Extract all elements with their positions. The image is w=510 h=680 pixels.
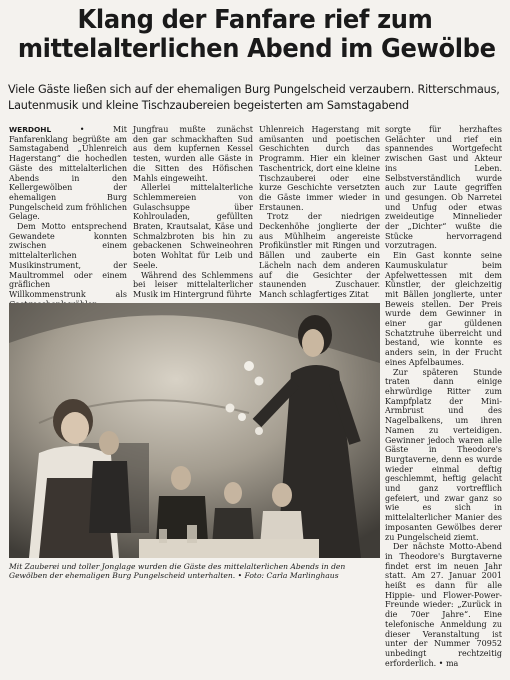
- article-column-4: [385, 125, 502, 668]
- headline-line-2: mittelalterlichen Abend im Gewölbe: [17, 34, 496, 64]
- article-paragraph: [9, 125, 127, 222]
- article-column-3: [259, 125, 380, 308]
- article-paragraph: Während des Schlemmens bei leiser mittelalterlicher Musik im Hintergrund führte: [133, 270, 253, 299]
- headline-line-1: Klang der Fanfare rief zum: [77, 5, 433, 35]
- article-paragraph: Uhlenreich Hagerstang mit amüsanten und poetischen Geschichten durch das Programm. Hier ein kleiner Taschentrick, dort eine kleine Tischzauberei oder eine kurze Geschichte versetzten die Gäste immer wieder in Erstaunen.: [259, 125, 380, 212]
- article-paragraph-text: • Mit Fanfarenklang begrüßte am Samstagabend „Uhlenreich Hagerstang“ die hochedlen Gäste des mittelalterlichen Abends in den Kellergewölben der ehemaligen Burg Pungelscheid zum fröhlichen Gelage.: [9, 125, 127, 222]
- article-paragraph: Zur späteren Stunde traten dann einige ehrwürdige Ritter zum Kampfplatz der Mini-Armbrust und des Nagelbalkens, um ihren Namen zu verteidigen. Gewinner jedoch waren alle Gäste in Theodore's Burgtaverne, denn es wurde wieder einmal deftig geschlemmt, heftig gelacht und ganz vortrefflich gefeiert, und zwar ganz so wie es sich in mittelalterlicher Manier des imposanten Gewölbes derer zu Pungelscheid ziemt.: [385, 367, 502, 542]
- article-photo: [9, 303, 380, 558]
- article-column-2: [133, 125, 253, 308]
- article-column-1: [9, 125, 127, 308]
- juggler-scene-illustration: [9, 303, 380, 558]
- photo-caption: Mit Zauberei und toller Jonglage wurden die Gäste des mittelalterlichen Abends in den Gewölben der ehemaligen Burg Pungelscheid unterhalten. • Foto: Carla Marlinghaus: [9, 562, 346, 581]
- headline: [17, 5, 496, 64]
- article-paragraph: Der nächste Motto-Abend in Theodore's Burgtaverne findet erst im neuen Jahr statt. Am 27. Januar 2001 heißt es dann für alle Hippie- und Flower-Power-Freunde wieder: „Zurück in die 70er Jahre“. Eine telefonische Anmeldung zu dieser Veranstaltung ist unter der Nummer 70952 unbedingt rechtzeitig erforderlich. • ma: [385, 542, 502, 668]
- subheadline: [8, 81, 500, 113]
- article-paragraph: Jungfrau mußte zunächst den gar schmackhaften Sud aus dem kupfernen Kessel testen, wurden alle Gäste in die Sitten des Höfischen Mahls eingeweiht.: [133, 125, 253, 183]
- subheadline-line-2: Lautenmusik und kleine Tischzaubereien begeisterten am Samstagabend: [8, 98, 410, 112]
- article-paragraph: Ein Gast konnte seine Kaumuskulatur beim Apfelwettessen mit dem Künstler, der gleichzeitig mit Bällen jonglierte, unter Beweis stellen. Der Preis wurde dem Gewinner in einer gar güldenen Schatztruhe überreicht und bestand, wie konnte es anders sein, in der Frucht eines Apfelbaumes.: [385, 251, 502, 367]
- subheadline-line-1: Viele Gäste ließen sich auf der ehemaligen Burg Pungelscheid verzaubern. Ritterschmaus,: [8, 82, 500, 96]
- article-paragraph: Allerlei mittelalterliche Schlemmereien von Gulaschsuppe über Kohlrouladen, gefüllten Braten, Krautsalat, Käse und Schmalzbroten bis hin zu gebackenen Schweineohren boten Wohltat für Leib und Seele.: [133, 183, 253, 270]
- article-paragraph: Dem Motto entsprechend Gewandete konnten zwischen einem mittelalterlichen Musikinstrument, der Maultrommel oder einem gräflichen Willkommenstrunk als: [9, 222, 127, 299]
- article-paragraph: Trotz der niedrigen Deckenhöhe jonglierte der aus Mühlheim angereiste Profikünstler mit Ringen und Bällen und zauberte ein Lächeln nach dem anderen auf die Gesichter der staunenden Zuschauer. Manch schlagfertiges Zitat: [259, 212, 380, 299]
- dateline: WERDOHL: [9, 125, 52, 134]
- article-paragraph: sorgte für herzhaftes Gelächter und rief ein spannendes Wortgefecht zwischen Gast und Akteur ins Leben. Selbstverständlich wurde auch zur Laute gegriffen und gesungen. Ob Narretei und Unfug oder etwas zweideutige Minnelieder der „Dichter“ wußte die Stücke hervorragend vorzutragen.: [385, 125, 502, 251]
